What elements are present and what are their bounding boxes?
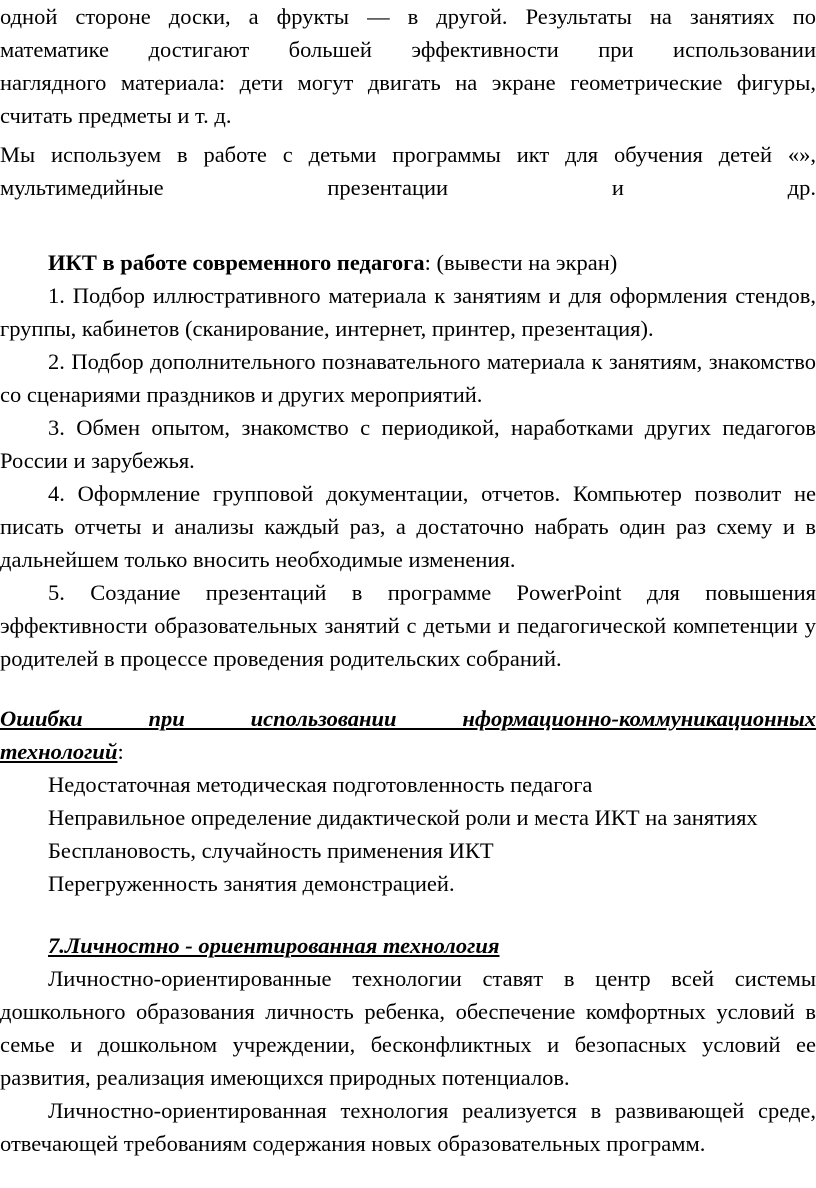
personal-paragraph-1: Личностно-ориентированные технологии ставят в центр всей системы дошкольного образования личность ребенка, обеспечение комфортных условий в семье и дошкольном учреждении, бесконфликтных и безопасных условий ее развития, реализация имеющихся природных потенциалов.	[0, 966, 816, 1090]
ict-item-3: 3. Обмен опытом, знакомство с периодикой, наработками других педагогов России и зарубежья.	[0, 415, 816, 473]
error-item-4: Перегруженность занятия демонстрацией.	[48, 871, 455, 896]
ict-item-5: 5. Создание презентаций в программе PowerPoint для повышения эффективности образовательных занятий с детьми и педагогической компетенции у родителей в процессе проведения родительских собраний.	[0, 580, 816, 671]
paragraph-line: одной стороне доски, а фрукты — в другой. Результаты на занятиях по	[0, 4, 816, 29]
ict-section-title-suffix: : (вывести на экран)	[424, 250, 618, 275]
top-paragraph	[0, 0, 816, 132]
paragraph-line: наглядного материала: дети могут двигать на экране геометрические фигуры,	[0, 70, 816, 95]
paragraph-line: считать предметы и т. д.	[0, 103, 232, 128]
personal-section-heading	[0, 929, 816, 962]
paragraph-line: Мы используем в работе с детьми программы икт для обучения детей «»,	[0, 142, 816, 167]
paragraph-line: мультимедийные презентации и др.	[0, 175, 816, 200]
errors-section-title-line2	[0, 735, 816, 768]
programs-paragraph	[0, 138, 816, 204]
ict-section-heading	[0, 246, 816, 279]
personal-paragraph-2: Личностно-ориентированная технология реализуется в развивающей среде, отвечающей требованиям содержания новых образовательных программ.	[0, 1098, 816, 1156]
errors-section	[0, 702, 816, 900]
errors-section-title-suffix: :	[117, 739, 124, 764]
error-item-1: Недостаточная методическая подготовленность педагога	[48, 772, 593, 797]
ict-section	[0, 246, 816, 675]
error-item-3: Бесплановость, случайность применения ИКТ	[48, 838, 494, 863]
errors-section-title-word: технологий	[0, 739, 118, 764]
ict-item-2: 2. Подбор дополнительного познавательного материала к занятиям, знакомство со сценариями праздников и других мероприятий.	[0, 349, 816, 407]
ict-item-4: 4. Оформление групповой документации, отчетов. Компьютер позволит не писать отчеты и анализы каждый раз, а достаточно набрать один раз схему и в дальнейшем только вносить необходимые изменения.	[0, 481, 816, 572]
ict-section-title: ИКТ в работе современного педагога	[48, 250, 425, 275]
personal-section-title: 7.Личностно - ориентированная технология	[48, 933, 500, 958]
paragraph-line: математике достигают большей эффективности при использовании	[0, 37, 816, 62]
errors-section-title: Ошибки при использовании нформационно-коммуникационных	[0, 706, 816, 731]
personal-section	[0, 929, 816, 1160]
ict-item-1: 1. Подбор иллюстративного материала к занятиям и для оформления стендов, группы, кабинетов (сканирование, интернет, принтер, презентация).	[0, 283, 816, 341]
error-item-2: Неправильное определение дидактической роли и места ИКТ на занятиях	[48, 805, 758, 830]
